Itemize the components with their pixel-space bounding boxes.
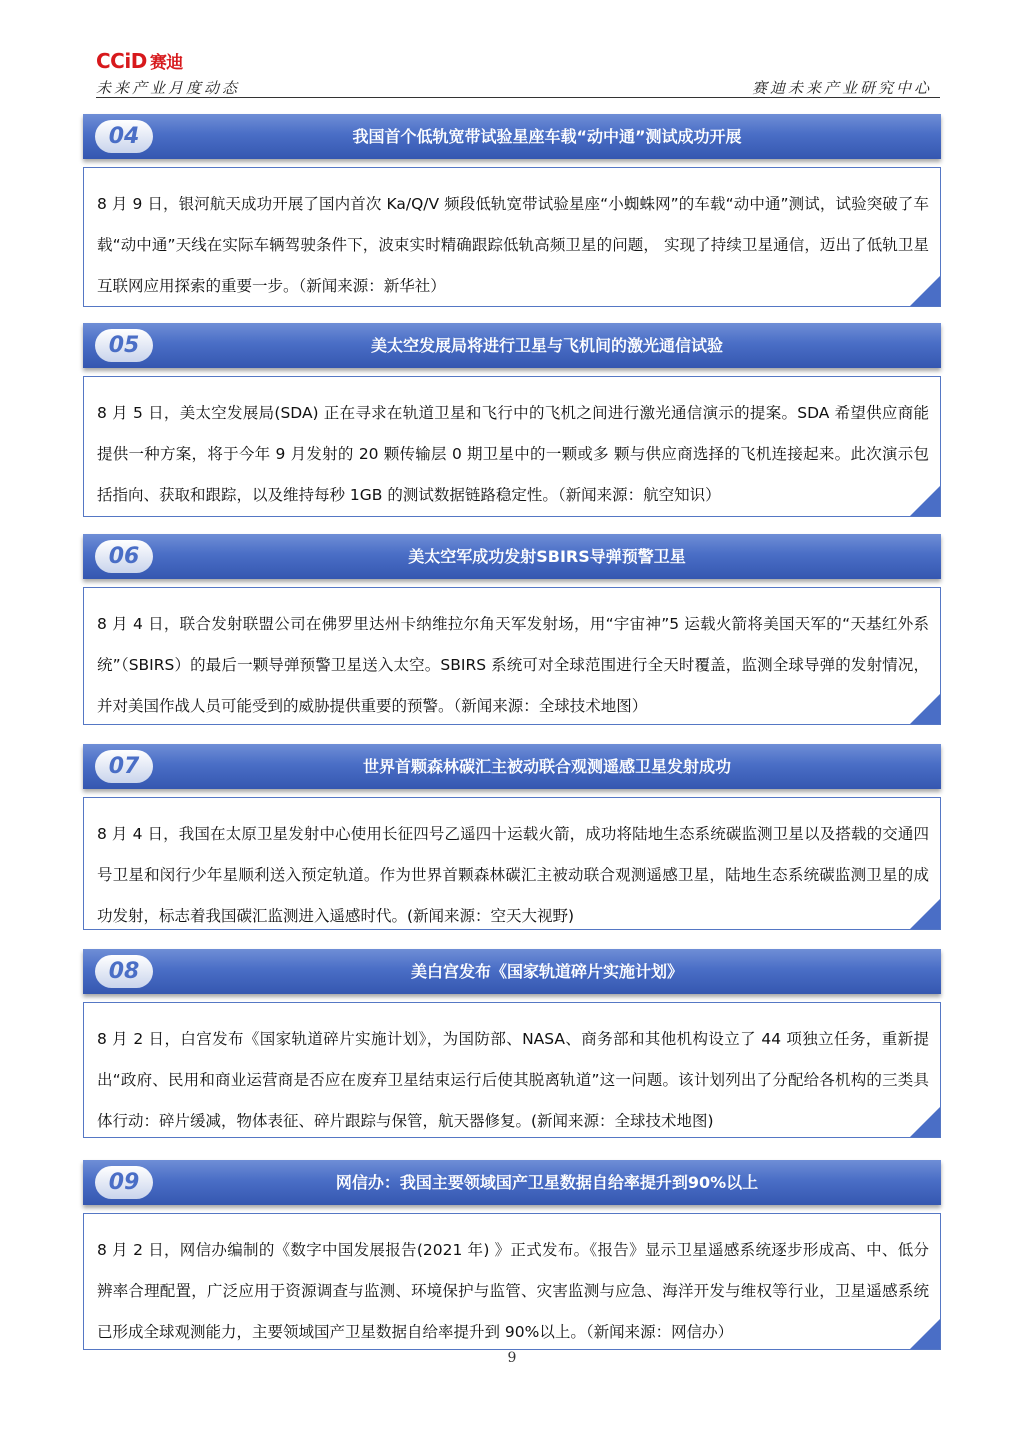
news-title-bar — [83, 534, 941, 579]
news-title: 网信办：我国主要领域国产卫星数据自给率提升到90%以上 — [335, 1173, 759, 1192]
news-title: 美太空发展局将进行卫星与飞机间的激光通信试验 — [370, 336, 723, 355]
header-divider — [96, 97, 940, 98]
logo-cn-text: 赛迪 — [149, 53, 183, 73]
page-header — [84, 50, 940, 98]
news-title: 美白宫发布《国家轨道碎片实施计划》 — [410, 962, 683, 981]
news-body-box — [83, 587, 941, 725]
corner-triangle-decoration — [910, 1319, 940, 1349]
news-title: 美太空军成功发射SBIRS导弹预警卫星 — [408, 547, 686, 566]
corner-triangle-decoration — [910, 1107, 940, 1137]
news-title: 世界首颗森林碳汇主被动联合观测遥感卫星发射成功 — [362, 757, 731, 776]
news-body-box — [83, 1002, 941, 1138]
news-title-bar — [83, 1160, 941, 1205]
corner-triangle-decoration — [910, 486, 940, 516]
header-left-title: 未来产业月度动态 — [96, 79, 241, 97]
news-number-badge: 06 — [95, 540, 153, 573]
news-body-box — [83, 797, 941, 930]
logo-text: CCiD — [96, 49, 147, 73]
news-body-text: 8 月 2 日，网信办编制的《数字中国发展报告(2021 年) 》正式发布。《报告》显示卫星遥感系统逐步形成高、中、低分辨率合理配置，广泛应用于资源调查与监测、环境保护与监管、灾害监测与应急、海洋开发与维权等行业，卫星遥感系统已形成全球观测能力，主要领域国产卫星数据自给率提升到 90%以上。（新闻来源：网信办） — [97, 1241, 929, 1341]
corner-triangle-decoration — [910, 694, 940, 724]
news-body-text: 8 月 5 日，美太空发展局(SDA) 正在寻求在轨道卫星和飞行中的飞机之间进行激光通信演示的提案。SDA 希望供应商能提供一种方案，将于今年 9 月发射的 20 颗传输层 0 期卫星中的一颗或多 颗与供应商选择的飞机连接起来。此次演示包括指向、获取和跟踪，以及维持每秒 1GB 的测试数据链路稳定性。（新闻来源：航空知识） — [97, 404, 929, 504]
news-number-badge: 08 — [95, 955, 153, 988]
news-body-text: 8 月 2 日，白宫发布《国家轨道碎片实施计划》，为国防部、NASA、商务部和其他机构设立了 44 项独立任务，重新提出“政府、民用和商业运营商是否应在废弃卫星结束运行后使其脱离轨道”这一问题。该计划列出了分配给各机构的三类具体行动：碎片缓减，物体表征、碎片跟踪与保管，航天器修复。(新闻来源：全球技术地图) — [97, 1030, 929, 1130]
news-body-box — [83, 167, 941, 307]
news-number-badge: 07 — [95, 750, 153, 783]
news-number-badge: 04 — [95, 120, 153, 153]
news-body-text: 8 月 4 日，联合发射联盟公司在佛罗里达州卡纳维拉尔角天军发射场，用“宇宙神”5 运载火箭将美国天军的“天基红外系统”（SBIRS）的最后一颗导弹预警卫星送入太空。SBIRS 系统可对全球范围进行全天时覆盖，监测全球导弹的发射情况，并对美国作战人员可能受到的威胁提供重要的预警。（新闻来源：全球技术地图） — [97, 615, 929, 715]
news-body-text: 8 月 9 日，银河航天成功开展了国内首次 Ka/Q/V 频段低轨宽带试验星座“小蜘蛛网”的车载“动中通”测试，试验突破了车载“动中通”天线在实际车辆驾驶条件下，波束实时精确跟踪低轨高频卫星的问题， 实现了持续卫星通信，迈出了低轨卫星互联网应用探索的重要一步。（新闻来源：新华社） — [97, 195, 929, 295]
news-body-text: 8 月 4 日，我国在太原卫星发射中心使用长征四号乙遥四十运载火箭，成功将陆地生态系统碳监测卫星以及搭载的交通四号卫星和闵行少年星顺利送入预定轨道。作为世界首颗森林碳汇主被动联合观测遥感卫星，陆地生态系统碳监测卫星的成功发射，标志着我国碳汇监测进入遥感时代。(新闻来源：空天大视野) — [97, 825, 929, 925]
news-title-bar — [83, 949, 941, 994]
news-body-box — [83, 376, 941, 517]
news-number-badge: 05 — [95, 329, 153, 362]
corner-triangle-decoration — [910, 899, 940, 929]
header-right-title: 赛迪未来产业研究中心 — [751, 79, 932, 97]
news-number-badge: 09 — [95, 1166, 153, 1199]
news-title-bar — [83, 114, 941, 159]
news-title-bar — [83, 744, 941, 789]
news-title: 我国首个低轨宽带试验星座车载“动中通”测试成功开展 — [352, 127, 742, 146]
page-number: 9 — [507, 1350, 517, 1366]
news-body-box — [83, 1213, 941, 1350]
corner-triangle-decoration — [910, 276, 940, 306]
news-title-bar — [83, 323, 941, 368]
ccid-logo — [96, 50, 183, 74]
